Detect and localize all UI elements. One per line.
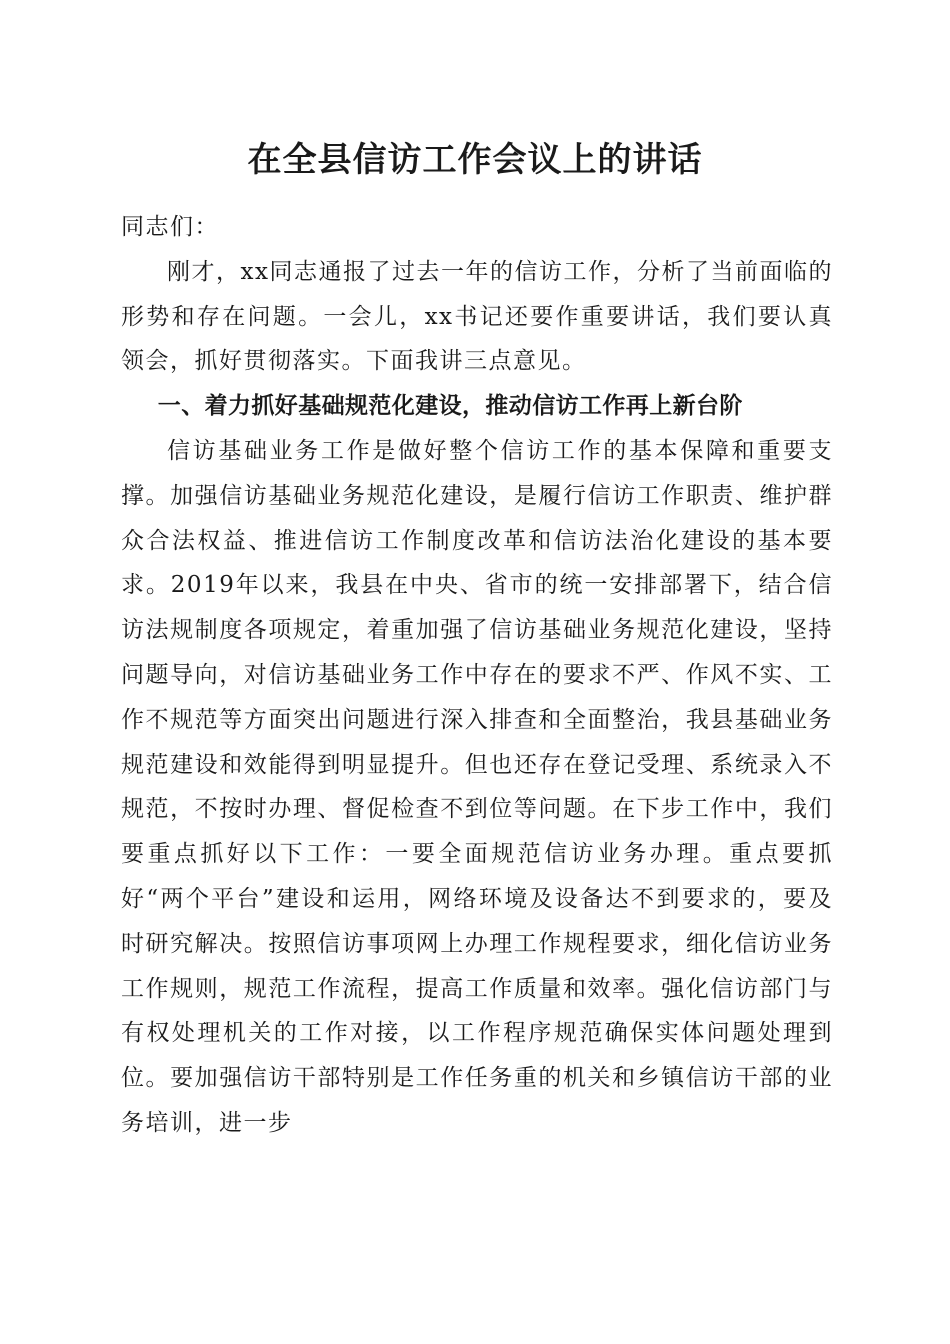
section-heading: 一、着力抓好基础规范化建设，推动信访工作再上新台阶	[157, 393, 743, 420]
document-body	[121, 205, 833, 1146]
document-title: 在全县信访工作会议上的讲话	[247, 140, 703, 180]
salutation: 同志们：	[121, 214, 219, 240]
opening-paragraph: 刚才，xx同志通报了过去一年的信访工作，分析了当前面临的形势和存在问题。一会儿，xx书记还要作重要讲话，我们要认真领会，抓好贯彻落实。下面我讲三点意见。	[121, 258, 833, 375]
section-paragraph: 信访基础业务工作是做好整个信访工作的基本保障和重要支撑。加强信访基础业务规范化建设，是履行信访工作职责、维护群众合法权益、推进信访工作制度改革和信访法治化建设的基本要求。2019年以来，我县在中央、省市的统一安排部署下，结合信访法规制度各项规定，着重加强了信访基础业务规范化建设，坚持问题导向，对信访基础业务工作中存在的要求不严、作风不实、工作不规范等方面突出问题进行深入排查和全面整治，我县基础业务规范建设和效能得到明显提升。但也还存在登记受理、系统录入不规范，不按时办理、督促检查不到位等问题。在下步工作中，我们要重点抓好以下工作：一要全面规范信访业务办理。重点要抓好“两个平台”建设和运用，网络环境及设备达不到要求的，要及时研究解决。按照信访事项网上办理工作规程要求，细化信访业务工作规则，规范工作流程，提高工作质量和效率。强化信访部门与有权处理机关的工作对接，以工作程序规范确保实体问题处理到位。要加强信访干部特别是工作任务重的机关和乡镇信访干部的业务培训，进一步	[121, 437, 833, 1136]
